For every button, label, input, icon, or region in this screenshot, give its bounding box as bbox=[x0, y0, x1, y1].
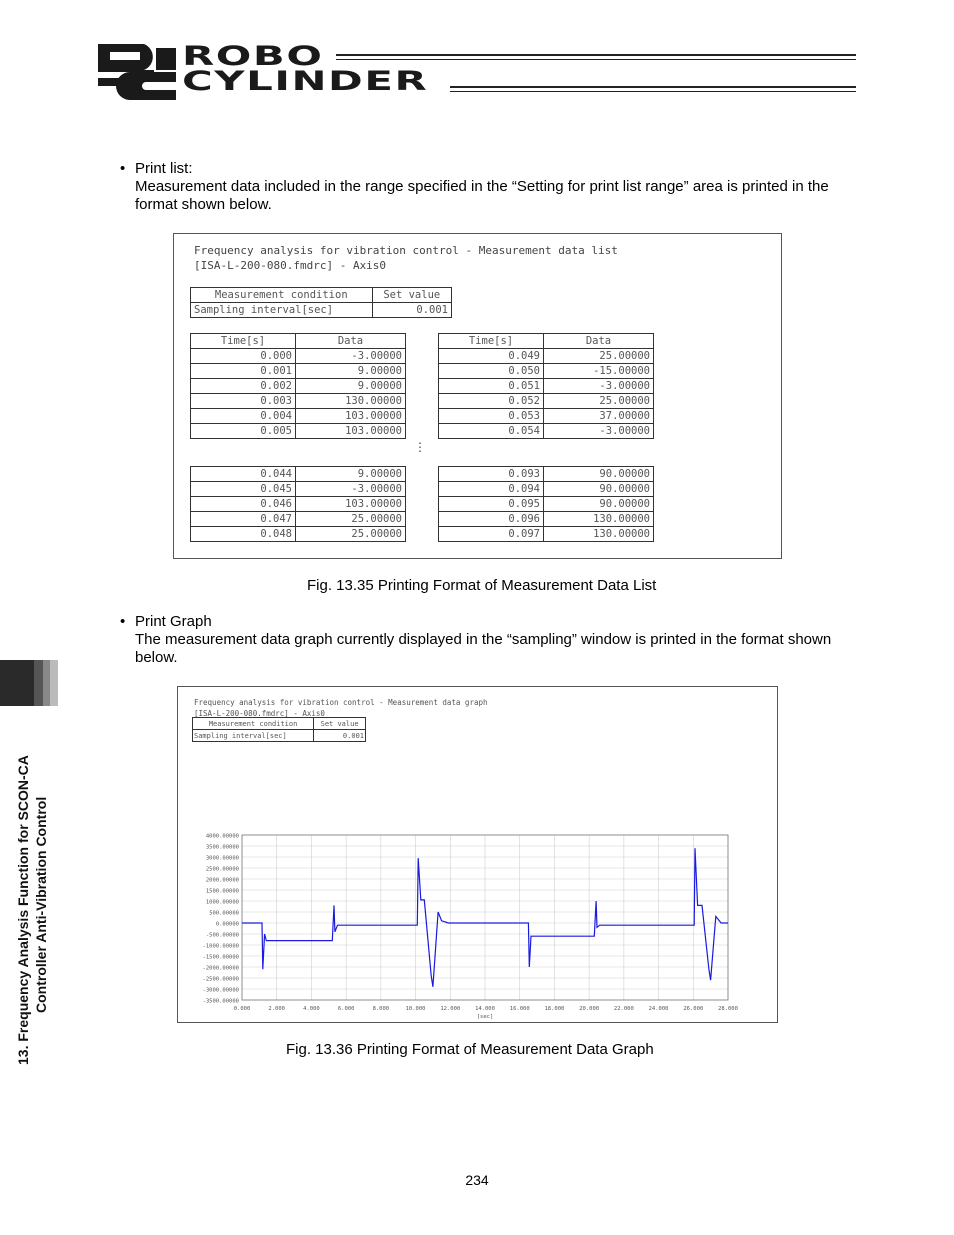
measurement-line-chart bbox=[178, 687, 777, 1022]
time-cell: 0.051 bbox=[439, 379, 544, 394]
x-tick-label: 24.000 bbox=[648, 1006, 669, 1012]
table-row bbox=[439, 424, 654, 439]
data-cell: 90.00000 bbox=[544, 467, 654, 482]
time-cell: 0.095 bbox=[439, 497, 544, 512]
time-cell: 0.052 bbox=[439, 394, 544, 409]
table-row bbox=[191, 424, 406, 439]
table-row bbox=[439, 467, 654, 482]
time-cell: 0.000 bbox=[191, 349, 296, 364]
y-tick-label: 500.00000 bbox=[209, 910, 239, 917]
print-graph-text: The measurement data graph currently displayed in the “sampling” window is printed in the format shown below. bbox=[135, 631, 832, 666]
time-cell: 0.002 bbox=[191, 379, 296, 394]
table-row bbox=[191, 482, 406, 497]
table-row bbox=[439, 497, 654, 512]
y-tick-label: -2500.00000 bbox=[202, 976, 239, 983]
header-rule-bottom-thin bbox=[450, 91, 856, 92]
table-row bbox=[191, 527, 406, 542]
x-tick-label: 20.000 bbox=[579, 1006, 600, 1012]
data-table-right-bottom bbox=[438, 466, 654, 542]
time-cell: 0.050 bbox=[439, 364, 544, 379]
condition-table bbox=[190, 287, 452, 318]
sampling-interval-value: 0.001 bbox=[372, 303, 451, 318]
data-cell: 9.00000 bbox=[296, 364, 406, 379]
data-cell: 25.00000 bbox=[544, 349, 654, 364]
x-tick-label: 28.000 bbox=[718, 1006, 738, 1012]
measurement-data-list-figure bbox=[173, 233, 782, 559]
list-subtitle: [ISA-L-200-080.fmdrc] - Axis0 bbox=[194, 259, 387, 272]
time-cell: 0.044 bbox=[191, 467, 296, 482]
set-value-header: Set value bbox=[314, 718, 366, 730]
data-cell: -3.00000 bbox=[544, 379, 654, 394]
table-row bbox=[191, 379, 406, 394]
y-tick-label: 3000.00000 bbox=[205, 855, 239, 862]
data-cell: 103.00000 bbox=[296, 424, 406, 439]
time-cell: 0.004 bbox=[191, 409, 296, 424]
x-tick-label: 18.000 bbox=[544, 1006, 565, 1012]
data-cell: 130.00000 bbox=[296, 394, 406, 409]
data-cell: 103.00000 bbox=[296, 497, 406, 512]
bullet: • bbox=[120, 160, 126, 177]
time-cell: 0.096 bbox=[439, 512, 544, 527]
x-tick-label: 22.000 bbox=[613, 1006, 634, 1012]
table-row bbox=[439, 379, 654, 394]
header-rule-top bbox=[336, 54, 856, 56]
y-tick-label: -1000.00000 bbox=[202, 943, 239, 950]
sampling-interval-label: Sampling interval[sec] bbox=[193, 730, 314, 742]
x-tick-label: 16.000 bbox=[509, 1006, 530, 1012]
time-header: Time[s] bbox=[191, 334, 296, 349]
sampling-interval-value: 0.001 bbox=[314, 730, 366, 742]
measurement-data-graph-figure bbox=[177, 686, 778, 1023]
data-cell: 9.00000 bbox=[296, 467, 406, 482]
x-tick-label: 4.000 bbox=[303, 1006, 320, 1012]
print-graph-section bbox=[120, 613, 860, 667]
y-tick-label: -500.00000 bbox=[205, 932, 239, 939]
y-tick-label: 4000.00000 bbox=[205, 833, 239, 840]
condition-header: Measurement condition bbox=[193, 718, 314, 730]
condition-header: Measurement condition bbox=[191, 288, 373, 303]
time-cell: 0.094 bbox=[439, 482, 544, 497]
table-row bbox=[191, 512, 406, 527]
print-list-title: Print list: bbox=[135, 160, 193, 177]
table-row bbox=[439, 512, 654, 527]
set-value-header: Set value bbox=[372, 288, 451, 303]
data-cell: 25.00000 bbox=[296, 512, 406, 527]
table-row bbox=[191, 364, 406, 379]
y-tick-label: 2500.00000 bbox=[205, 866, 239, 873]
print-list-text: Measurement data included in the range specified in the “Setting for print list range” area is printed in the format shown below. bbox=[135, 178, 829, 213]
y-tick-label: -3500.00000 bbox=[202, 998, 239, 1005]
fig1-caption: Fig. 13.35 Printing Format of Measurement Data List bbox=[307, 577, 657, 594]
header-rule-bottom bbox=[450, 86, 856, 88]
data-cell: 130.00000 bbox=[544, 527, 654, 542]
time-cell: 0.003 bbox=[191, 394, 296, 409]
data-cell: 90.00000 bbox=[544, 482, 654, 497]
data-header: Data bbox=[296, 334, 406, 349]
data-cell: 37.00000 bbox=[544, 409, 654, 424]
table-row bbox=[439, 527, 654, 542]
time-cell: 0.005 bbox=[191, 424, 296, 439]
table-row bbox=[191, 467, 406, 482]
header-rule-top-thin bbox=[336, 59, 856, 60]
data-cell: -15.00000 bbox=[544, 364, 654, 379]
time-cell: 0.045 bbox=[191, 482, 296, 497]
print-list-section bbox=[120, 160, 860, 214]
fig2-caption: Fig. 13.36 Printing Format of Measurement Data Graph bbox=[286, 1041, 654, 1058]
data-cell: -3.00000 bbox=[544, 424, 654, 439]
time-cell: 0.053 bbox=[439, 409, 544, 424]
rows bbox=[191, 349, 406, 439]
time-cell: 0.049 bbox=[439, 349, 544, 364]
page-number: 234 bbox=[465, 1172, 489, 1188]
y-tick-label: 1000.00000 bbox=[205, 899, 239, 906]
table-row bbox=[191, 409, 406, 424]
table-row bbox=[439, 364, 654, 379]
brand-wordmark bbox=[182, 41, 429, 97]
time-cell: 0.093 bbox=[439, 467, 544, 482]
time-cell: 0.054 bbox=[439, 424, 544, 439]
x-tick-label: 2.000 bbox=[268, 1006, 285, 1012]
x-tick-label: 6.000 bbox=[337, 1006, 355, 1012]
data-cell: 90.00000 bbox=[544, 497, 654, 512]
table-row bbox=[191, 349, 406, 364]
time-cell: 0.046 bbox=[191, 497, 296, 512]
x-tick-label: 14.000 bbox=[475, 1006, 495, 1012]
data-header: Data bbox=[544, 334, 654, 349]
data-cell: -3.00000 bbox=[296, 482, 406, 497]
data-cell: 25.00000 bbox=[544, 394, 654, 409]
y-tick-label: -3000.00000 bbox=[202, 987, 239, 994]
time-cell: 0.047 bbox=[191, 512, 296, 527]
chapter-tab bbox=[0, 660, 58, 706]
data-table-right-top bbox=[438, 333, 654, 439]
data-table-left-bottom bbox=[190, 466, 406, 542]
data-cell: 9.00000 bbox=[296, 379, 406, 394]
table-row bbox=[439, 482, 654, 497]
time-cell: 0.097 bbox=[439, 527, 544, 542]
rc-logo-icon bbox=[96, 42, 176, 100]
data-cell: -3.00000 bbox=[296, 349, 406, 364]
chapter-label-line1: 13. Frequency Analysis Function for SCON-CA bbox=[15, 755, 31, 1065]
table-row bbox=[191, 497, 406, 512]
y-tick-label: 2000.00000 bbox=[205, 877, 239, 884]
x-axis-label: [sec] bbox=[476, 1014, 494, 1020]
data-cell: 130.00000 bbox=[544, 512, 654, 527]
data-table-left-top bbox=[190, 333, 406, 439]
brand-line2: CYLINDER bbox=[182, 66, 429, 97]
time-cell: 0.001 bbox=[191, 364, 296, 379]
time-cell: 0.048 bbox=[191, 527, 296, 542]
x-tick-label: 8.000 bbox=[372, 1006, 390, 1012]
data-cell: 103.00000 bbox=[296, 409, 406, 424]
data-cell: 25.00000 bbox=[296, 527, 406, 542]
x-tick-label: 12.000 bbox=[440, 1006, 461, 1012]
y-tick-label: -2000.00000 bbox=[202, 965, 239, 972]
y-tick-label: 1500.00000 bbox=[205, 888, 239, 895]
table-row bbox=[439, 349, 654, 364]
ellipsis: ⋮ bbox=[414, 440, 426, 454]
list-title: Frequency analysis for vibration control - Measurement data list bbox=[194, 244, 618, 257]
y-tick-label: 0.00000 bbox=[215, 921, 239, 928]
time-header: Time[s] bbox=[439, 334, 544, 349]
print-graph-title: Print Graph bbox=[135, 613, 212, 630]
graph-title: Frequency analysis for vibration control - Measurement data graph bbox=[194, 698, 488, 707]
chapter-label bbox=[14, 755, 50, 1065]
bullet: • bbox=[120, 613, 126, 630]
y-tick-label: -1500.00000 bbox=[202, 954, 239, 961]
x-tick-label: 0.000 bbox=[233, 1006, 251, 1012]
x-tick-label: 10.000 bbox=[405, 1006, 426, 1012]
graph-subtitle: [ISA-L-200-080.fmdrc] - Axis0 bbox=[194, 709, 325, 718]
table-row bbox=[439, 409, 654, 424]
chapter-label-line2: Controller Anti-Vibration Control bbox=[33, 796, 49, 1013]
brand-line1: ROBO bbox=[182, 41, 324, 72]
table-row bbox=[439, 394, 654, 409]
table-row bbox=[191, 394, 406, 409]
x-tick-label: 26.000 bbox=[683, 1006, 704, 1012]
sampling-interval-label: Sampling interval[sec] bbox=[191, 303, 373, 318]
y-tick-label: 3500.00000 bbox=[205, 844, 239, 851]
